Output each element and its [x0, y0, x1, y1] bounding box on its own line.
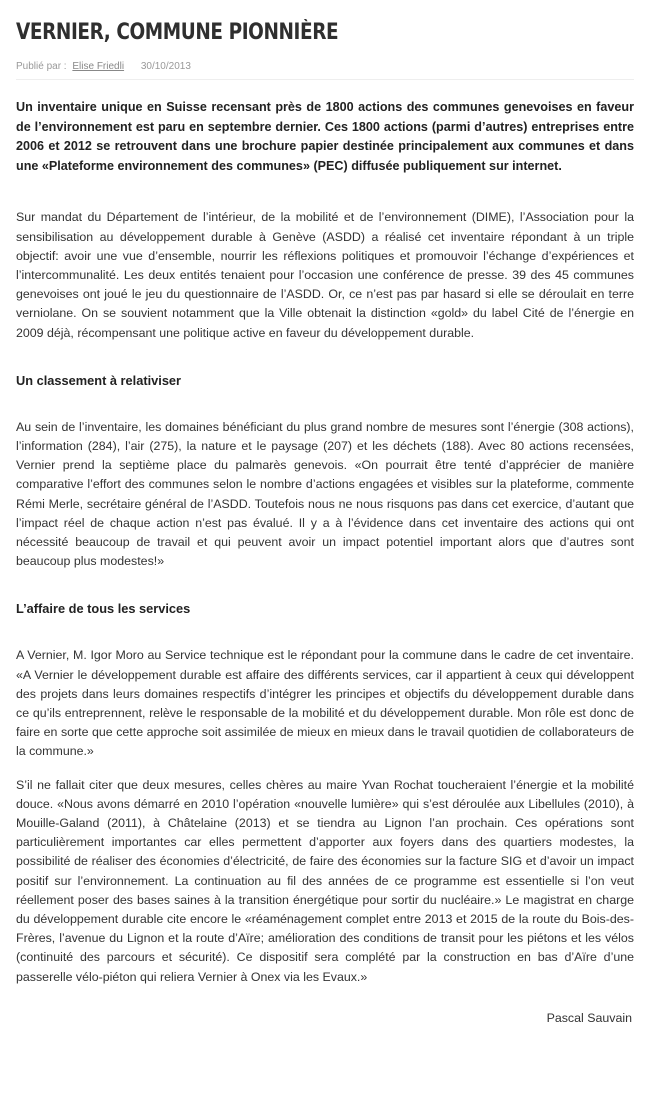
lead-paragraph: Un inventaire unique en Suisse recensant près de 1800 actions des communes genevoises en faveur de l’environnement est paru en septembre dernier. Ces 1800 actions (parmi d’autres) entreprises entre 2006 et 2012 se retrouvent dans une brochure papier destinée principalement aux communes et dans une «Plateforme environnement des communes» (PEC) diffusée publiquement sur internet. — [16, 100, 634, 173]
body-paragraph-2: Au sein de l’inventaire, les domaines bénéficiant du plus grand nombre de mesures sont l’énergie (308 actions), l’information (284), l’air (275), la nature et le paysage (207) et les déchets (188). Avec 80 actions recensées, Vernier prend la septième place du palmarès genevois. «On pourrait être tenté d’apprécier de manière comparative l’effort des communes selon le nombre d’actions engagées et visibles sur la plateforme, commente Rémi Merle, secrétaire général de l’ASDD. Toutefois nous ne nous risquons pas dans cet exercice, d’autant que l’impact réel de chaque action n’est pas évalué. Il y a à l’évidence dans cet inventaire des actions qui ont nécessité beaucoup de travail et qui peuvent avoir un impact potentiel important alors que d’autres sont beaucoup plus modestes!» — [16, 419, 634, 569]
body-paragraph-1: Sur mandat du Département de l’intérieur, de la mobilité et de l’environnement (DIME), l’Association pour la sensibilisation au développement durable à Genève (ASDD) a réalisé cet inventaire répondant à un triple objectif: avoir une vue d’ensemble, nourrir les réflexions politiques et promouvoir l’échange d’expériences et l’intercommunalité. Les deux entités tenaient pour l’occasion une conférence de presse. 39 des 45 communes genevoises ont joué le jeu du questionnaire de l’ASDD. Or, ce n’est pas par hasard si elle se déroulait en terre verniolane. On se souvient notamment que la Ville obtenait la distinction «gold» du label Cité de l’énergie en 2009 déjà, récompensant une politique active en faveur du développement durable. — [16, 210, 634, 340]
body-paragraph-4: S’il ne fallait citer que deux mesures, celles chères au maire Yvan Rochat toucheraient l’énergie et la mobilité douce. «Nous avons démarré en 2010 l’opération «nouvelle lumière» qui s’est déroulée aux Libellules (2010), à Mouille-Galand (2011), à Châtelaine (2013) et se tiendra au Lignon l’an prochain. Ces opérations sont particulièrement importantes car elles permettent d’apporter aux foyers dans des quartiers modestes, la possibilité de réaliser des économies d’électricité, de faire des économies sur la facture SIG et d’avoir un impact positif sur l’environnement. La continuation au fil des années de ce programme est essentielle si l’on veut réellement poser des bases saines à la transition énergétique pour sortir du nucléaire.» Le magistrat en charge du développement durable cite encore le «réaménagement complet entre 2013 et 2015 de la route du Bois-des-Frères, l’avenue du Lignon et la route d’Aïre; amélioration des conditions de transit pour les piétons et les vélos (continuité des parcours et sécurité). Ce dispositif sera complété par la construction en bas d’Aïre d’une passerelle vélo-piéton qui reliera Vernier à Onex via les Evaux.» — [16, 777, 634, 984]
article-title: VERNIER, COMMUNE PIONNIÈRE — [16, 20, 339, 45]
article-body — [16, 98, 634, 1028]
article-meta — [16, 61, 634, 80]
author-link[interactable]: Elise Friedli — [72, 61, 125, 72]
publish-date: 30/10/2013 — [140, 61, 191, 72]
body-paragraph-3: A Vernier, M. Igor Moro au Service technique est le répondant pour la commune dans le cadre de cet inventaire. «A Vernier le développement durable est affaire des différents services, car il appartient à ceux qui développent des projets dans leurs domaines respectifs d’intégrer les principes et objectifs du développement durable dans ce qu’ils entreprennent, relève le responsable de la mobilité et du développement durable. Mon rôle est donc de faire en sorte que cette approche soit assimilée de mieux en mieux dans le travail quotidien de collaborateurs de la commune.» — [16, 648, 634, 759]
section-heading-services: L’affaire de tous les services — [16, 601, 191, 617]
published-by-label: Publié par : — [16, 61, 67, 72]
author-signature: Pascal Sauvain — [546, 1010, 632, 1025]
section-heading-classement: Un classement à relativiser — [16, 372, 182, 388]
